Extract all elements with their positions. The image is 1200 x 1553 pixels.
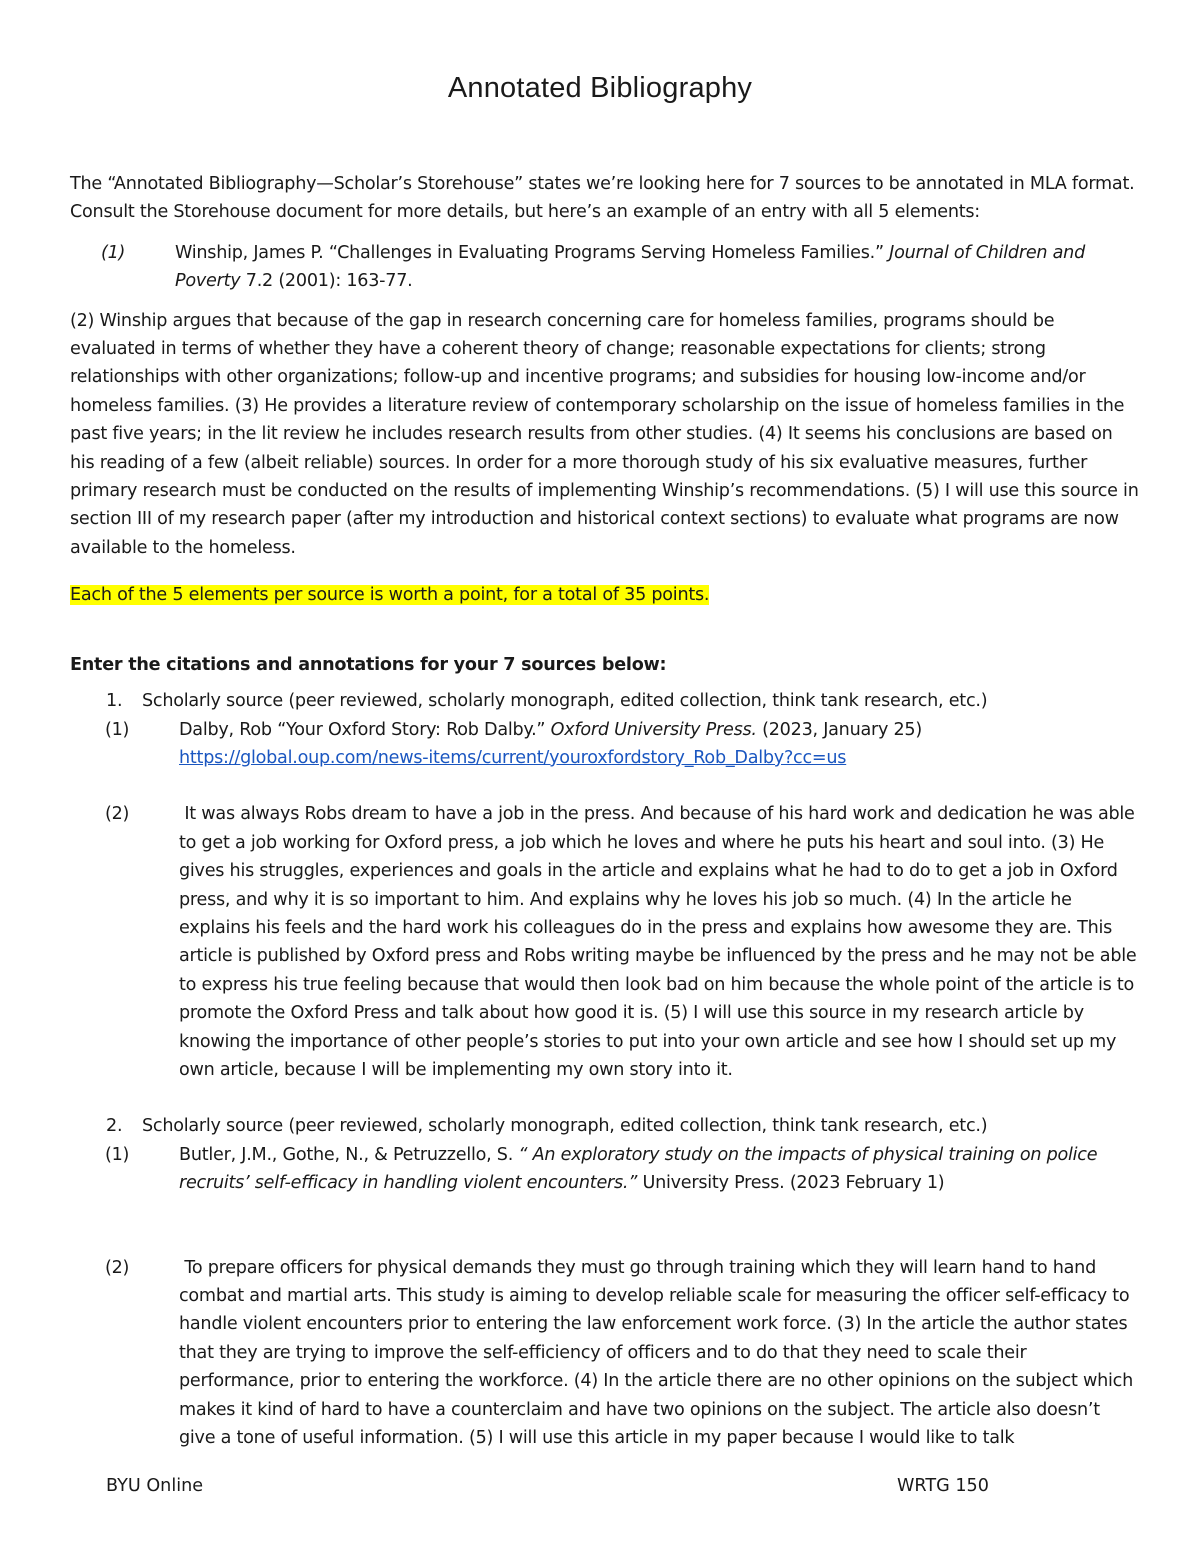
list-number: 1. bbox=[106, 691, 123, 712]
footer-right: WRTG 150 bbox=[897, 1476, 989, 1496]
source-link[interactable]: https://global.oup.com/news-items/current/youroxfordstory_Rob_Dalby?cc=us bbox=[179, 747, 847, 768]
element-marker: (4) bbox=[758, 424, 783, 445]
element-marker: (2) bbox=[70, 310, 95, 331]
list-number: 2. bbox=[106, 1116, 123, 1137]
list-item-body bbox=[105, 1112, 1140, 1452]
document-body bbox=[70, 170, 1140, 1452]
example-citation bbox=[101, 239, 1140, 296]
list-item bbox=[70, 1112, 1140, 1452]
list-item-body bbox=[105, 687, 1140, 1112]
example-annotation: (2) Winship argues that because of the gap in research concerning care for homeless families, programs should be evaluated in terms of whether they have a coherent theory of change; reasonable expectations for clients; strong relationships with other organizations; follow-up and incentive programs; and subsidies for housing low-income and/or homeless families. (3) He provides a literature review of contemporary scholarship on the issue of homeless families in the past five years; in the lit review he includes research results from other studies. (4) It seems his conclusions are based on his reading of a few (albeit reliable) sources. In order for a more thorough study of his six evaluative measures, further primary research must be conducted on the results of implementing Winship’s recommendations. (5) I will use this source in section III of my research paper (after my introduction and historical context sections) to evaluate what programs are now available to the homeless. bbox=[70, 310, 1139, 558]
element-marker: (5) bbox=[915, 481, 940, 502]
source-citation: (1) Dalby, Rob “Your Oxford Story: Rob Dalby.” Oxford University Press. (2023, January 25) bbox=[105, 719, 922, 740]
source-annotation: (2) It was always Robs dream to have a job in the press. And because of his hard work and dedication he was able to get a job working for Oxford press, a job which he loves and where he puts his heart and soul into. (3) He gives his struggles, experiences and goals in the article and explains what he had to do to get a job in Oxford press, and why it is so important to him. And explains why he loves his job so much. (4) In the article he explains his feels and the hard work his colleagues do in the press and explains how awesome they are. This article is published by Oxford press and Robs writing maybe be influenced by the press and he may not be able to express his true feeling because that would then look bad on him because the whole point of the article is to promote the Oxford Press and talk about how good it is. (5) I will use this source in my research article by knowing the importance of other people’s stories to put into your own article and see how I should set up my own article, because I will be implementing my own story into it. bbox=[105, 804, 1137, 1080]
section-heading: Enter the citations and annotations for your 7 sources below: bbox=[70, 654, 667, 675]
points-note bbox=[70, 581, 1140, 609]
intro-paragraph: The “Annotated Bibliography—Scholar’s Storehouse” states we’re looking here for 7 sources to be annotated in MLA format. Consult the Storehouse document for more details, but here’s an example of an entry with all 5 elements: bbox=[70, 174, 1135, 223]
source-type: Scholarly source (peer reviewed, scholarly monograph, edited collection, think tank research, etc.) bbox=[142, 1116, 988, 1137]
example-citation-text: Winship, James P. “Challenges in Evaluating Programs Serving Homeless Families.” bbox=[175, 242, 890, 263]
source-type: Scholarly source (peer reviewed, scholarly monograph, edited collection, think tank research, etc.) bbox=[142, 691, 988, 712]
example-journal-title: Journal of Children and Poverty bbox=[175, 242, 1086, 292]
example-citation-number: (1) bbox=[101, 242, 126, 263]
element-marker: (3) bbox=[234, 395, 259, 416]
example-citation-tail: 7.2 (2001): 163-77. bbox=[240, 271, 413, 292]
list-item bbox=[70, 687, 1140, 1112]
source-annotation: (2) To prepare officers for physical demands they must go through training which they will learn hand to hand combat and martial arts. This study is aiming to develop reliable scale for measuring the officer self-efficacy to handle violent encounters prior to entering the law enforcement work force. (3) In the article the author states that they are trying to improve the self-efficiency of officers and to do that they need to scale their performance, prior to entering the workforce. (4) In the article there are no other opinions on the subject which makes it kind of hard to have a counterclaim and have two opinions on the subject. The article also doesn’t give a tone of useful information. (5) I will use this article in my paper because I would like to talk bbox=[105, 1257, 1133, 1449]
footer-left: BYU Online bbox=[106, 1476, 204, 1496]
source-citation: (1) Butler, J.M., Gothe, N., & Petruzzello, S. “ An exploratory study on the impacts of physical training on police recruits’ self-efficacy in handling violent encounters.” University Press. (2023 February 1) bbox=[105, 1144, 1098, 1194]
highlighted-text: Each of the 5 elements per source is worth a point, for a total of 35 points. bbox=[70, 585, 710, 606]
page-title: Annotated Bibliography bbox=[447, 72, 753, 104]
